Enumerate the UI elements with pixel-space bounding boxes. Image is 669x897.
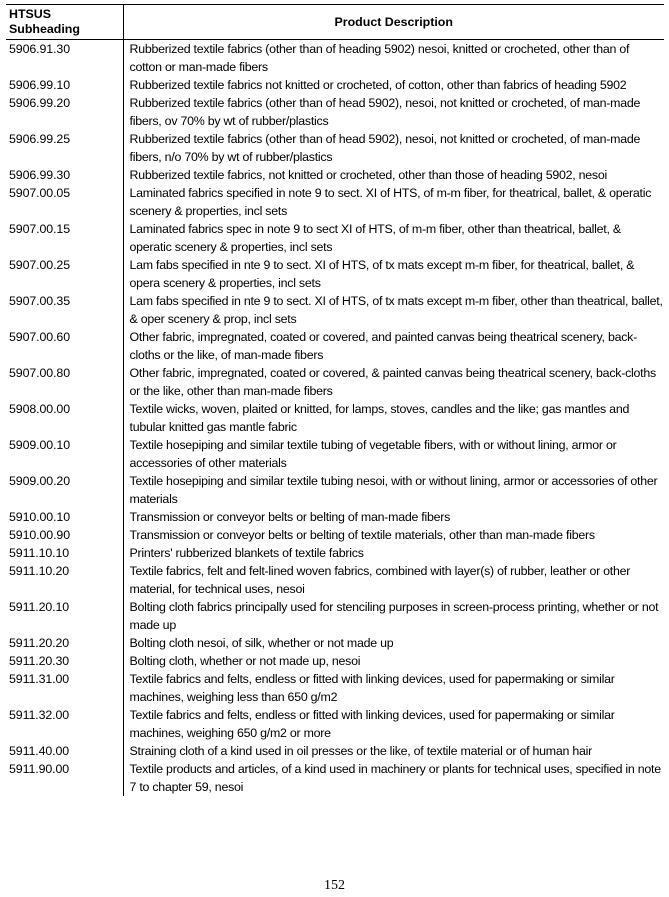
- product-description: Transmission or conveyor belts or belting of textile materials, other than man-made fibers: [129, 528, 595, 542]
- subheading-code: 5906.91.30: [6, 40, 123, 77]
- table-row: [6, 220, 664, 256]
- product-description: Bolting cloth fabrics principally used for stenciling purposes in screen-process printing, whether or not made up: [129, 600, 659, 632]
- table-row: [6, 166, 664, 184]
- subheading-code: 5908.00.00: [6, 400, 123, 436]
- product-description: Textile products and articles, of a kind used in machinery or plants for technical uses, specified in note 7 to chapter 59, nesoi: [129, 762, 661, 794]
- table-row: [6, 760, 664, 796]
- header-subheading-line2: Subheading: [9, 22, 80, 36]
- subheading-code: 5907.00.35: [6, 292, 123, 328]
- product-description: Rubberized textile fabrics, not knitted or crocheted, other than those of heading 5902, nesoi: [129, 168, 608, 182]
- product-description: Textile hosepiping and similar textile tubing nesoi, with or without lining, armor or accessories of other materials: [129, 474, 658, 506]
- subheading-code: 5910.00.10: [6, 508, 123, 526]
- product-description: Textile fabrics and felts, endless or fitted with linking devices, used for papermaking or similar machines, weighing less than 650 g/m2: [129, 672, 615, 704]
- table-body: [6, 40, 664, 797]
- subheading-code: 5907.00.05: [6, 184, 123, 220]
- subheading-code: 5907.00.60: [6, 328, 123, 364]
- subheading-code: 5907.00.15: [6, 220, 123, 256]
- subheading-code: 5911.20.20: [6, 634, 123, 652]
- table-row: [6, 364, 664, 400]
- table-row: [6, 76, 664, 94]
- product-description: Laminated fabrics specified in note 9 to sect. XI of HTS, of m-m fiber, for theatrical, ballet, & operatic scenery & properties, incl sets: [129, 186, 652, 218]
- subheading-code: 5907.00.25: [6, 256, 123, 292]
- product-description: Other fabric, impregnated, coated or covered, and painted canvas being theatrical scenery, back-cloths or the like, of man-made fibers: [129, 330, 637, 362]
- table-header-row: [6, 5, 664, 40]
- page-number: 152: [324, 878, 345, 893]
- table-row: [6, 526, 664, 544]
- table-row: [6, 634, 664, 652]
- subheading-code: 5911.10.10: [6, 544, 123, 562]
- product-description: Rubberized textile fabrics (other than of head 5902), nesoi, not knitted or crocheted, of man-made fibers, n/o 70% by wt of rubber/plastics: [129, 132, 641, 164]
- product-description: Textile wicks, woven, plaited or knitted, for lamps, stoves, candles and the like; gas mantles and tubular knitted gas mantle fabric: [129, 402, 630, 434]
- product-description: Straining cloth of a kind used in oil presses or the like, of textile material or of human hair: [129, 744, 592, 758]
- subheading-code: 5907.00.80: [6, 364, 123, 400]
- table-row: [6, 328, 664, 364]
- subheading-code: 5911.20.10: [6, 598, 123, 634]
- subheading-code: 5910.00.90: [6, 526, 123, 544]
- product-description: Transmission or conveyor belts or belting of man-made fibers: [129, 510, 451, 524]
- product-description: Rubberized textile fabrics not knitted or crocheted, of cotton, other than fabrics of heading 5902: [129, 78, 627, 92]
- table-row: [6, 292, 664, 328]
- table-row: [6, 598, 664, 634]
- product-description: Lam fabs specified in nte 9 to sect. XI of HTS, of tx mats except m-m fiber, other than theatrical, ballet, & oper scenery & prop, incl sets: [129, 294, 663, 326]
- product-description: Textile fabrics and felts, endless or fitted with linking devices, used for papermaking or similar machines, weighing 650 g/m2 or more: [129, 708, 615, 740]
- product-description: Rubberized textile fabrics (other than of head 5902), nesoi, not knitted or crocheted, of man-made fibers, ov 70% by wt of rubber/plastics: [129, 96, 641, 128]
- table-row: [6, 400, 664, 436]
- subheading-code: 5911.10.20: [6, 562, 123, 598]
- subheading-code: 5911.31.00: [6, 670, 123, 706]
- subheading-code: 5911.32.00: [6, 706, 123, 742]
- subheading-code: 5911.90.00: [6, 760, 123, 796]
- subheading-code: 5906.99.30: [6, 166, 123, 184]
- table-row: [6, 472, 664, 508]
- subheading-code: 5906.99.10: [6, 76, 123, 94]
- product-description: Textile hosepiping and similar textile tubing of vegetable fibers, with or without lining, armor or accessories of other materials: [129, 438, 617, 470]
- subheading-code: 5909.00.10: [6, 436, 123, 472]
- product-description: Bolting cloth, whether or not made up, nesoi: [129, 654, 361, 668]
- table-row: [6, 544, 664, 562]
- htsus-table: [6, 4, 664, 796]
- header-subheading: [6, 5, 123, 40]
- product-description: Laminated fabrics spec in note 9 to sect XI of HTS, of m-m fiber, other than theatrical, ballet, & operatic scenery & properties, incl sets: [129, 222, 621, 254]
- header-subheading-line1: HTSUS: [9, 7, 51, 21]
- subheading-code: 5909.00.20: [6, 472, 123, 508]
- product-description: Rubberized textile fabrics (other than of heading 5902) nesoi, knitted or crocheted, other than of cotton or man-made fibers: [129, 42, 630, 74]
- subheading-code: 5911.20.30: [6, 652, 123, 670]
- table-row: [6, 652, 664, 670]
- table-row: [6, 670, 664, 706]
- table-row: [6, 706, 664, 742]
- subheading-code: 5911.40.00: [6, 742, 123, 760]
- product-description: Other fabric, impregnated, coated or covered, & painted canvas being theatrical scenery, back-cloths or the like, other than man-made fibers: [129, 366, 656, 398]
- table-row: [6, 256, 664, 292]
- header-description: Product Description: [123, 5, 664, 40]
- product-description: Printers' rubberized blankets of textile fabrics: [129, 546, 364, 560]
- table-row: [6, 184, 664, 220]
- table-row: [6, 508, 664, 526]
- product-description: Bolting cloth nesoi, of silk, whether or not made up: [129, 636, 394, 650]
- table-row: [6, 436, 664, 472]
- table-row: [6, 94, 664, 130]
- product-description: Textile fabrics, felt and felt-lined woven fabrics, combined with layer(s) of rubber, leather or other material, for technical uses, nesoi: [129, 564, 631, 596]
- product-description: Lam fabs specified in nte 9 to sect. XI of HTS, of tx mats except m-m fiber, for theatrical, ballet, & opera scenery & properties, incl sets: [129, 258, 635, 290]
- subheading-code: 5906.99.25: [6, 130, 123, 166]
- table-row: [6, 130, 664, 166]
- table-row: [6, 562, 664, 598]
- table-row: [6, 40, 664, 77]
- subheading-code: 5906.99.20: [6, 94, 123, 130]
- table-row: [6, 742, 664, 760]
